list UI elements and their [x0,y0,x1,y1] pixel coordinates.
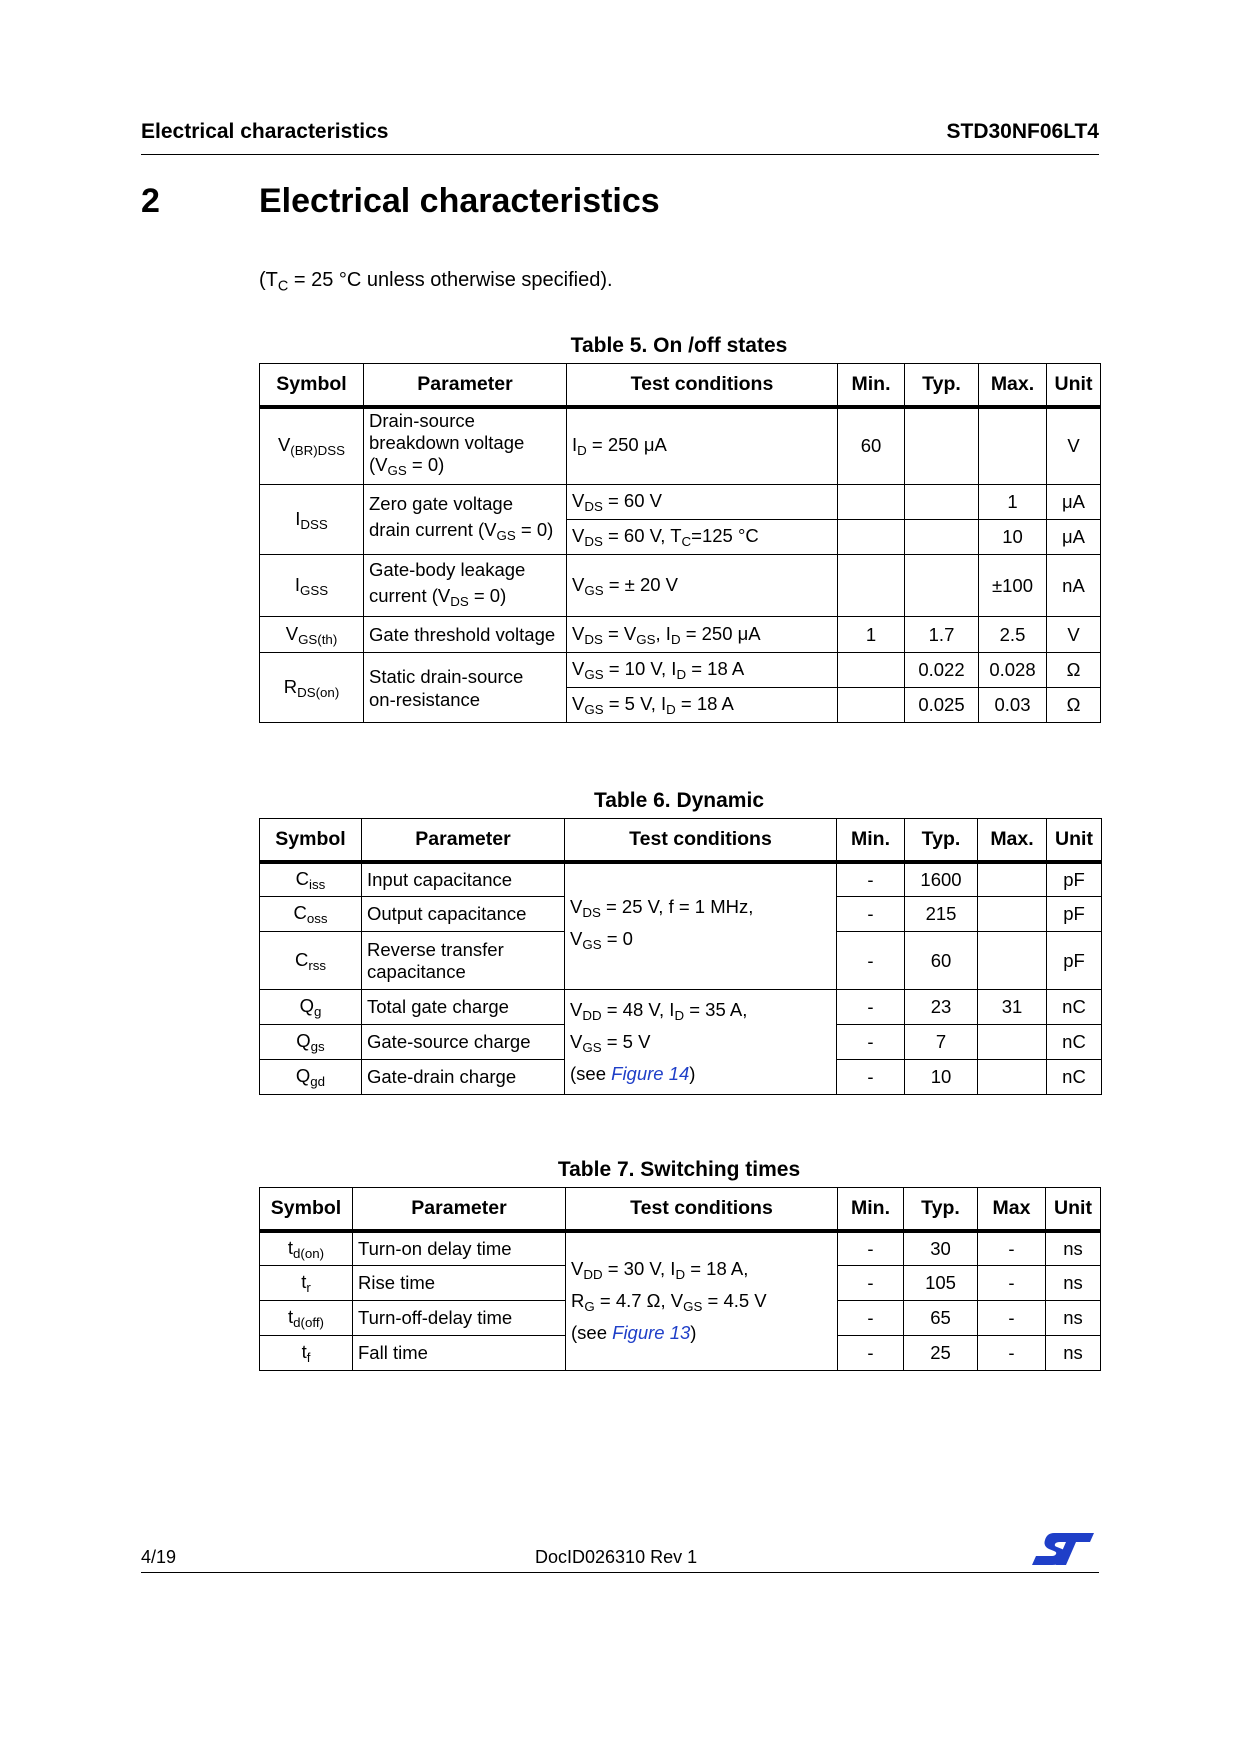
col-parameter: Parameter [364,364,567,407]
unit-cell: ns [1046,1266,1101,1301]
st-logo-icon [1032,1531,1096,1572]
table-row [260,555,1101,617]
unit-cell: V [1047,407,1101,485]
max-cell: ±100 [979,555,1047,617]
min-cell [838,688,905,723]
document-id: DocID026310 Rev 1 [535,1547,698,1567]
conditions-note: ($T_C = 25$ °C unless otherwise specified). [259,269,613,295]
col-test-conditions: Test conditions [565,819,837,862]
table5-caption: Table 5. On /off states [570,334,788,357]
typ-cell: 215 [905,897,978,932]
test-conditions-cell: $V_{DS} = 25$ V, f = 1 MHz, $V_{GS} = 0$ [565,862,837,990]
unit-cell: nC [1047,1060,1102,1095]
max-cell: - [978,1301,1046,1336]
unit-cell: μA [1047,485,1101,520]
symbol-cell: $I_{DSS}$ [260,485,364,555]
symbol-cell: $Q_g$ [260,990,362,1025]
max-cell: 2.5 [979,617,1047,653]
max-cell: - [978,1266,1046,1301]
test-conditions-cell: $V_{DD} = 48$ V, $I_D = 35$ A, $V_{GS} = 5$ V (see Figure 14) [565,990,837,1095]
footer-divider [141,1572,1099,1573]
symbol-cell: $I_{GSS}$ [260,555,364,617]
table-row [260,485,1101,520]
parameter-cell: Fall time [353,1336,566,1371]
col-parameter: Parameter [362,819,565,862]
typ-cell [905,407,979,485]
col-min: Min. [838,1188,904,1231]
parameter-cell: Gate-drain charge [362,1060,565,1095]
col-min: Min. [837,819,905,862]
typ-cell: 0.022 [905,653,979,688]
unit-cell: nA [1047,555,1101,617]
unit-cell: ns [1046,1231,1101,1266]
test-conditions-cell: $I_D = 250$ μA [567,407,838,485]
max-cell: - [978,1231,1046,1266]
symbol-cell: $t_f$ [260,1336,353,1371]
unit-cell: μA [1047,520,1101,555]
page-number: 4/19 [141,1547,177,1567]
parameter-cell: Drain-source breakdown voltage $(V_{GS} = 0)$ [364,407,567,485]
unit-cell: V [1047,617,1101,653]
parameter-cell: Reverse transfer capacitance [362,932,565,990]
test-conditions-cell: $V_{DS} = 60$ V [567,485,838,520]
unit-cell: pF [1047,862,1102,897]
section-title: Electrical characteristics [259,182,660,220]
symbol-cell: $C_{iss}$ [260,862,362,897]
min-cell: 60 [838,407,905,485]
unit-cell: pF [1047,932,1102,990]
parameter-cell: Turn-on delay time [353,1231,566,1266]
symbol-cell: $R_{DS(on)}$ [260,653,364,723]
typ-cell: 60 [905,932,978,990]
table-row [260,990,1102,1025]
test-conditions-cell: $V_{DD} = 30$ V, $I_D = 18$ A, $R_G = 4.7$ Ω, $V_{GS} = 4.5$ V (see Figure 13) [566,1231,838,1371]
symbol-cell: $t_{d(off)}$ [260,1301,353,1336]
col-unit: Unit [1047,819,1102,862]
typ-cell: 0.025 [905,688,979,723]
table-row [260,862,1102,897]
parameter-cell: Turn-off-delay time [353,1301,566,1336]
test-conditions-cell: $V_{DS} = V_{GS}$, $I_D = 250$ μA [567,617,838,653]
col-symbol: Symbol [260,819,362,862]
parameter-cell: Gate-source charge [362,1025,565,1060]
typ-cell: 10 [905,1060,978,1095]
min-cell [838,653,905,688]
typ-cell: 105 [904,1266,978,1301]
min-cell [838,485,905,520]
col-typ: Typ. [905,819,978,862]
min-cell: - [837,1060,905,1095]
typ-cell [905,485,979,520]
parameter-cell: Gate-body leakage current $(V_{DS} = 0)$ [364,555,567,617]
col-typ: Typ. [905,364,979,407]
test-conditions-cell: $V_{GS} = 10$ V, $I_D = 18$ A [567,653,838,688]
table7-switching-times [259,1187,1101,1371]
symbol-cell: $V_{GS(th)}$ [260,617,364,653]
typ-cell: 23 [905,990,978,1025]
typ-cell [905,520,979,555]
symbol-cell: $Q_{gs}$ [260,1025,362,1060]
min-cell: - [838,1231,904,1266]
test-conditions-cell: $V_{GS} = 5$ V, $I_D = 18$ A [567,688,838,723]
unit-cell: nC [1047,990,1102,1025]
symbol-cell: $t_{d(on)}$ [260,1231,353,1266]
min-cell: - [837,1025,905,1060]
col-test-conditions: Test conditions [567,364,838,407]
col-max: Max. [978,819,1047,862]
table6-dynamic [259,818,1102,1095]
typ-cell: 65 [904,1301,978,1336]
col-parameter: Parameter [353,1188,566,1231]
max-cell: 0.03 [979,688,1047,723]
min-cell: - [837,862,905,897]
table6-caption: Table 6. Dynamic [593,789,764,812]
symbol-cell: $C_{rss}$ [260,932,362,990]
unit-cell: pF [1047,897,1102,932]
parameter-cell: Total gate charge [362,990,565,1025]
header-divider [141,154,1099,155]
unit-cell: Ω [1047,688,1101,723]
parameter-cell: Input capacitance [362,862,565,897]
col-max: Max. [979,364,1047,407]
test-conditions-cell: $V_{GS}$ = ± 20 V [567,555,838,617]
running-header-title: Electrical characteristics [141,120,389,143]
typ-cell: 1.7 [905,617,979,653]
unit-cell: Ω [1047,653,1101,688]
unit-cell: ns [1046,1336,1101,1371]
section-number: 2 [141,182,160,220]
col-unit: Unit [1046,1188,1101,1231]
max-cell: 10 [979,520,1047,555]
table7-caption: Table 7. Switching times [557,1158,801,1181]
parameter-cell: Output capacitance [362,897,565,932]
figure-14-link[interactable]: Figure 14 [611,1062,690,1084]
col-unit: Unit [1047,364,1101,407]
col-test-conditions: Test conditions [566,1188,838,1231]
figure-13-link[interactable]: Figure 13 [612,1322,691,1344]
parameter-cell: Gate threshold voltage [364,617,567,653]
table-row [260,653,1101,688]
symbol-cell: $t_r$ [260,1266,353,1301]
parameter-cell: Rise time [353,1266,566,1301]
table-row [260,1231,1101,1266]
col-symbol: Symbol [260,364,364,407]
max-cell [978,932,1047,990]
max-cell: - [978,1336,1046,1371]
min-cell: 1 [838,617,905,653]
symbol-cell: $V_{(BR)DSS}$ [260,407,364,485]
col-typ: Typ. [904,1188,978,1231]
col-max: Max [978,1188,1046,1231]
col-symbol: Symbol [260,1188,353,1231]
table-header-row [260,364,1101,407]
max-cell: 1 [979,485,1047,520]
unit-cell: ns [1046,1301,1101,1336]
min-cell [838,520,905,555]
table-header-row [260,819,1102,862]
table-row [260,407,1101,485]
typ-cell: 1600 [905,862,978,897]
unit-cell: nC [1047,1025,1102,1060]
max-cell: 0.028 [979,653,1047,688]
min-cell: - [838,1266,904,1301]
typ-cell: 7 [905,1025,978,1060]
min-cell [838,555,905,617]
typ-cell: 25 [904,1336,978,1371]
max-cell [978,862,1047,897]
table5-on-off-states [259,363,1101,723]
max-cell [979,407,1047,485]
min-cell: - [837,932,905,990]
max-cell [978,1025,1047,1060]
min-cell: - [837,897,905,932]
max-cell: 31 [978,990,1047,1025]
test-conditions-cell: $V_{DS} = 60$ V, $T_C=125$ °C [567,520,838,555]
max-cell [978,897,1047,932]
parameter-cell: Static drain-source on-resistance [364,653,567,723]
running-header-part-number: STD30NF06LT4 [946,120,1099,143]
table-row [260,617,1101,653]
typ-cell: 30 [904,1231,978,1266]
min-cell: - [838,1301,904,1336]
max-cell [978,1060,1047,1095]
min-cell: - [837,990,905,1025]
min-cell: - [838,1336,904,1371]
parameter-cell: Zero gate voltage drain current $(V_{GS} = 0)$ [364,485,567,555]
symbol-cell: $C_{oss}$ [260,897,362,932]
table-header-row [260,1188,1101,1231]
col-min: Min. [838,364,905,407]
symbol-cell: $Q_{gd}$ [260,1060,362,1095]
typ-cell [905,555,979,617]
